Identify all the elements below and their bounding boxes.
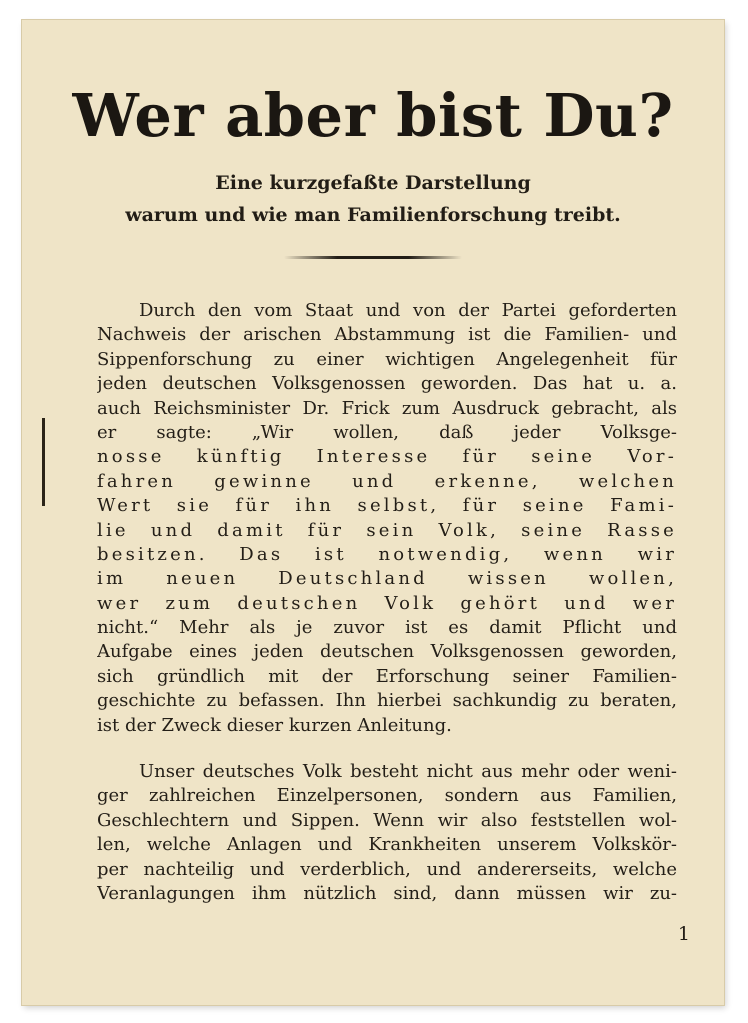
text-line: lie und damit für sein Volk, seine Rasse (97, 519, 677, 541)
text-line: Durch den vom Staat und von der Partei geforderten (139, 300, 677, 321)
text-line: Nachweis der arischen Abstammung ist die Familien- und (97, 324, 677, 346)
decorative-divider (284, 256, 462, 259)
text-line: ger zahlreichen Einzelpersonen, sondern aus Familien, (97, 785, 677, 807)
text-line: Unser deutsches Volk besteht nicht aus mehr oder weni- (139, 761, 677, 782)
page-title: Wer aber bist Du? (72, 81, 674, 150)
booklet-page (22, 20, 724, 1005)
text-line: Veranlagungen ihm nützlich sind, dann müssen wir zu- (97, 882, 677, 904)
text-line: geschichte zu befassen. Ihn hierbei sachkundig zu beraten, (97, 690, 677, 712)
page-number: 1 (677, 923, 690, 945)
text-line: besitzen. Das ist notwendig, wenn wir (97, 543, 677, 565)
binding-edge (42, 418, 45, 506)
text-line: nicht.“ Mehr als je zuvor ist es damit Pflicht und (97, 617, 677, 639)
text-line: Sippenforschung zu einer wichtigen Angelegenheit für (97, 348, 677, 370)
text-line: len, welche Anlagen und Krankheiten unserem Volkskör- (97, 834, 677, 856)
text-line: wer zum deutschen Volk gehört und wer (97, 592, 677, 614)
text-line: auch Reichsminister Dr. Frick zum Ausdruck gebracht, als (97, 397, 677, 419)
text-line: sich gründlich mit der Erforschung seiner Familien- (97, 665, 677, 687)
text-line: Aufgabe eines jeden deutschen Volksgenossen geworden, (97, 641, 677, 663)
text-line: jeden deutschen Volksgenossen geworden. Das hat u. a. (97, 373, 677, 395)
paragraph-1 (97, 299, 677, 738)
text-line: er sagte: „Wir wollen, daß jeder Volksge- (97, 421, 677, 443)
text-line: per nachteilig und verderblich, und andererseits, welche (97, 858, 677, 880)
text-line: ist der Zweck dieser kurzen Anleitung. (97, 714, 452, 736)
text-line: nosse künftig Interesse für seine Vor- (97, 446, 677, 468)
text-line: Wert sie für ihn selbst, für seine Fami- (97, 495, 677, 517)
text-line: Geschlechtern und Sippen. Wenn wir also feststellen wol- (97, 809, 677, 831)
subtitle-line-2: warum und wie man Familienforschung treibt. (125, 204, 621, 226)
text-line: im neuen Deutschland wissen wollen, (97, 568, 677, 590)
text-line: fahren gewinne und erkenne, welchen (97, 470, 677, 492)
paragraph-2 (97, 760, 677, 906)
subtitle-line-1: Eine kurzgefaßte Darstellung (215, 172, 531, 194)
